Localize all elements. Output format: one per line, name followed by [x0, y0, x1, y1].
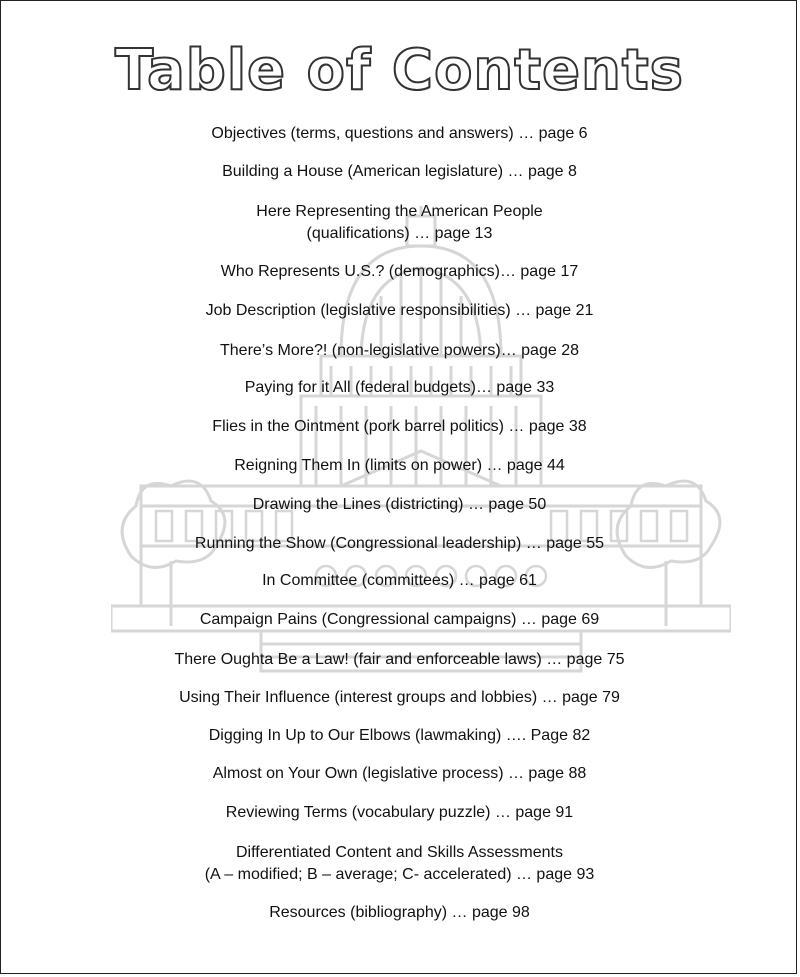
toc-entry [1, 902, 798, 924]
toc-entry-line: Drawing the Lines (districting) … page 50 [252, 496, 547, 513]
toc-entry-line: In Committee (committees) … page 61 [262, 572, 537, 589]
toc-entry-line: (qualifications) … page 13 [306, 225, 493, 242]
toc-entry-line: Building a House (American legislature) … page 8 [222, 163, 577, 180]
toc-entry [1, 763, 798, 785]
toc-entry [1, 300, 798, 322]
toc-entry-line: Here Representing the American People [256, 203, 543, 220]
toc-entry [1, 261, 798, 283]
toc-entry [1, 687, 798, 709]
toc-entry-line: Running the Show (Congressional leadership) … page 55 [194, 535, 605, 552]
toc-entry-line: Paying for it All (federal budgets)… page 33 [244, 379, 555, 396]
toc-entry [1, 609, 798, 631]
toc-entry-line: There Oughta Be a Law! (fair and enforceable laws) … page 75 [174, 651, 625, 668]
toc-entry-line: Campaign Pains (Congressional campaigns) … page 69 [199, 611, 600, 628]
toc-entry [1, 123, 798, 145]
toc-entry-line: Differentiated Content and Skills Assessments [236, 844, 563, 861]
toc-entry [1, 842, 798, 886]
toc-entry [1, 570, 798, 592]
toc-entry-line: Job Description (legislative responsibilities) … page 21 [205, 302, 594, 319]
toc-entry-line: Who Represents U.S.? (demographics)… page 17 [220, 263, 579, 280]
toc-entry [1, 161, 798, 183]
toc-entry-line: Digging In Up to Our Elbows (lawmaking) …. Page 82 [208, 727, 591, 744]
toc-entry-line: Using Their Influence (interest groups and lobbies) … page 79 [179, 689, 620, 706]
toc-entry-line: Resources (bibliography) … page 98 [269, 904, 530, 921]
toc-entry-line: Almost on Your Own (legislative process) … page 88 [212, 765, 587, 782]
toc-entry [1, 725, 798, 747]
toc-entry-line: (A – modified; B – average; C- accelerated) … page 93 [204, 866, 595, 883]
toc-entry-line: Reigning Them In (limits on power) … page 44 [234, 457, 565, 474]
toc-entry [1, 802, 798, 824]
toc-entry-line: Reviewing Terms (vocabulary puzzle) … page 91 [225, 804, 574, 821]
page-title: Table of Contents [114, 38, 684, 103]
toc-entry [1, 377, 798, 399]
toc-entry [1, 416, 798, 438]
toc-entry [1, 340, 798, 362]
toc-entry [1, 201, 798, 245]
toc-entry [1, 455, 798, 477]
toc-entry [1, 649, 798, 671]
toc-entry-line: There’s More?! (non-legislative powers)… page 28 [220, 342, 579, 359]
toc-entry [1, 494, 798, 516]
toc-entry [1, 533, 798, 555]
toc-entry-line: Objectives (terms, questions and answers) … page 6 [211, 125, 588, 142]
toc-entry-line: Flies in the Ointment (pork barrel politics) … page 38 [212, 418, 587, 435]
